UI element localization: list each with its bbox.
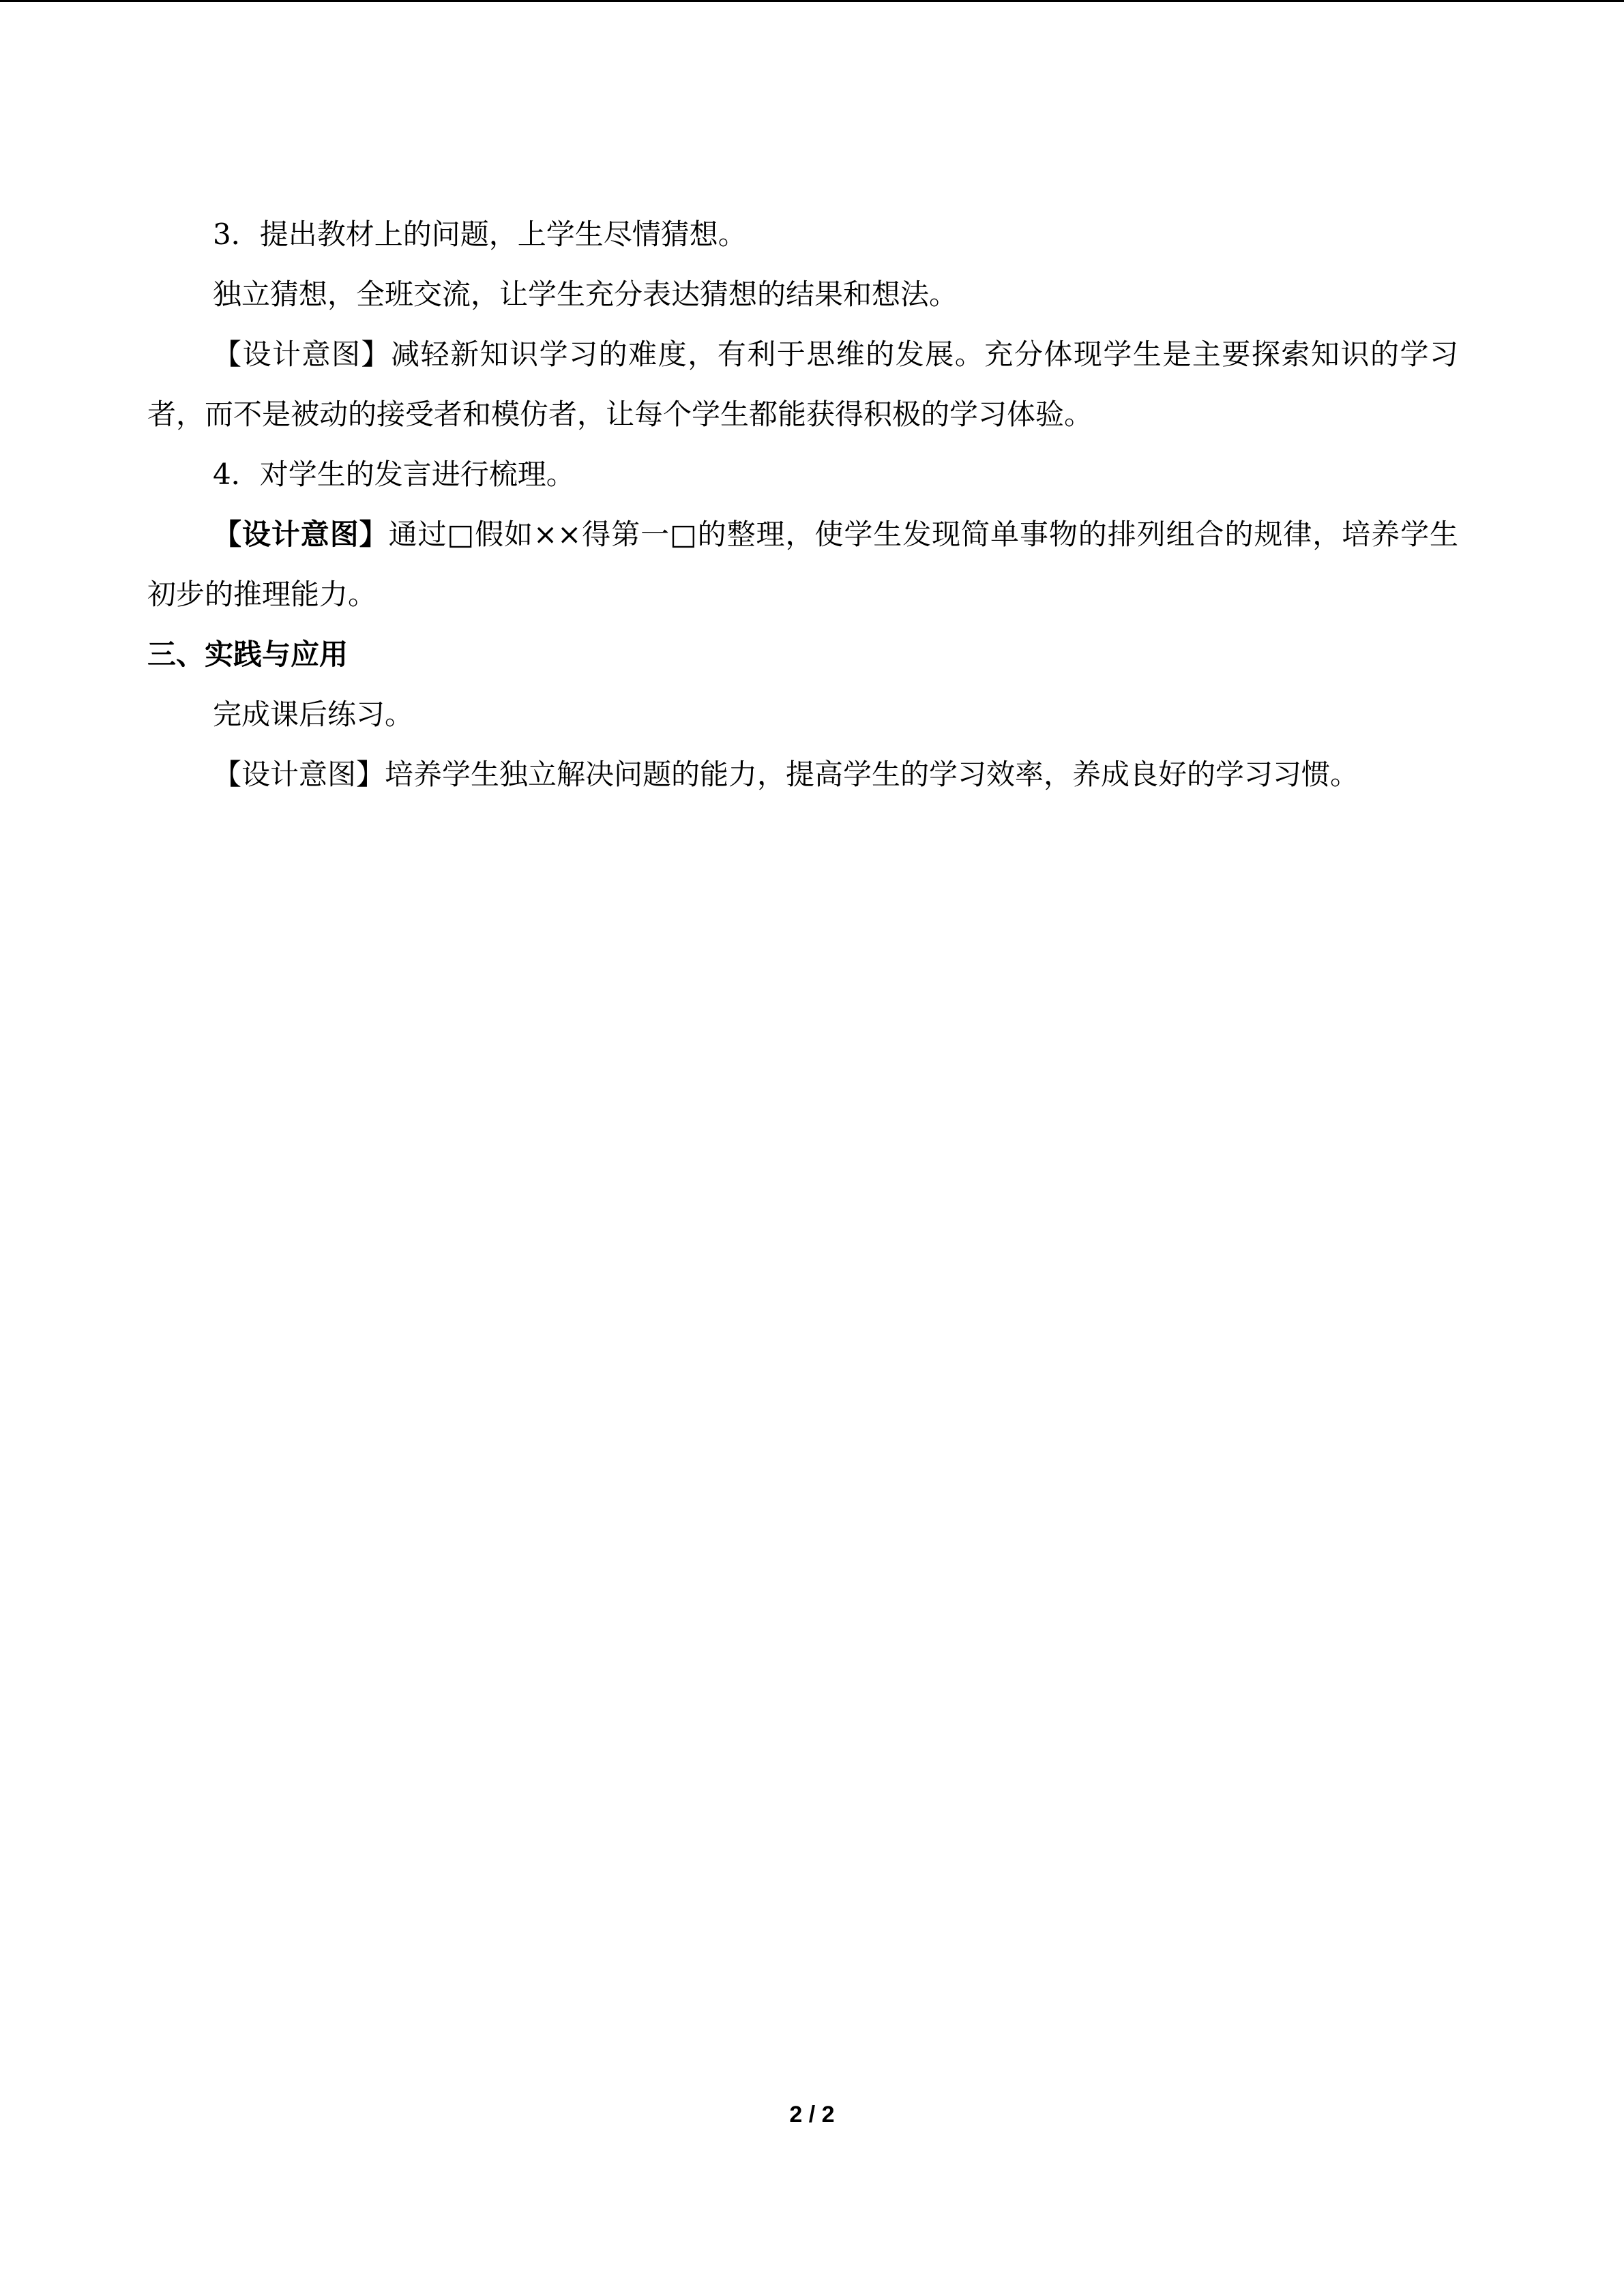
paragraph-text: 完成课后练习。 bbox=[213, 698, 414, 731]
document-body bbox=[147, 205, 1458, 805]
design-intent-label: 【设计意图】 bbox=[213, 518, 389, 551]
page-number: 2 / 2 bbox=[789, 2102, 835, 2128]
design-intent-label: 【设计意图】 bbox=[213, 338, 392, 371]
paragraph-text: 培养学生独立解决问题的能力，提高学生的学习效率，养成良好的学习习惯。 bbox=[385, 758, 1359, 791]
paragraph bbox=[147, 265, 1458, 325]
design-intent-label: 【设计意图】 bbox=[213, 758, 385, 791]
paragraph-text: 3．提出教材上的问题，上学生尽情猜想。 bbox=[213, 218, 747, 251]
paragraph-text: 减轻新知识学习的难度，有利于思维的发展。充分体现学生是主要探索知识的学习者，而不是被动的接受者和模仿者，让每个学生都能获得积极的学习体验。 bbox=[147, 338, 1458, 431]
paragraph bbox=[147, 745, 1458, 805]
section-heading: 三、实践与应用 bbox=[147, 638, 349, 671]
paragraph-text: 独立猜想，全班交流，让学生充分表达猜想的结果和想法。 bbox=[213, 278, 958, 311]
paragraph bbox=[147, 685, 1458, 745]
paragraph bbox=[147, 205, 1458, 265]
paragraph bbox=[147, 445, 1458, 505]
paragraph-text: 通过□假如××得第一□的整理，使学生发现简单事物的排列组合的规律，培养学生初步的推理能力。 bbox=[147, 518, 1458, 611]
paragraph bbox=[147, 325, 1458, 445]
page-top-border bbox=[0, 0, 1624, 2]
paragraph-text: 4．对学生的发言进行梳理。 bbox=[213, 458, 575, 491]
paragraph bbox=[147, 505, 1458, 625]
